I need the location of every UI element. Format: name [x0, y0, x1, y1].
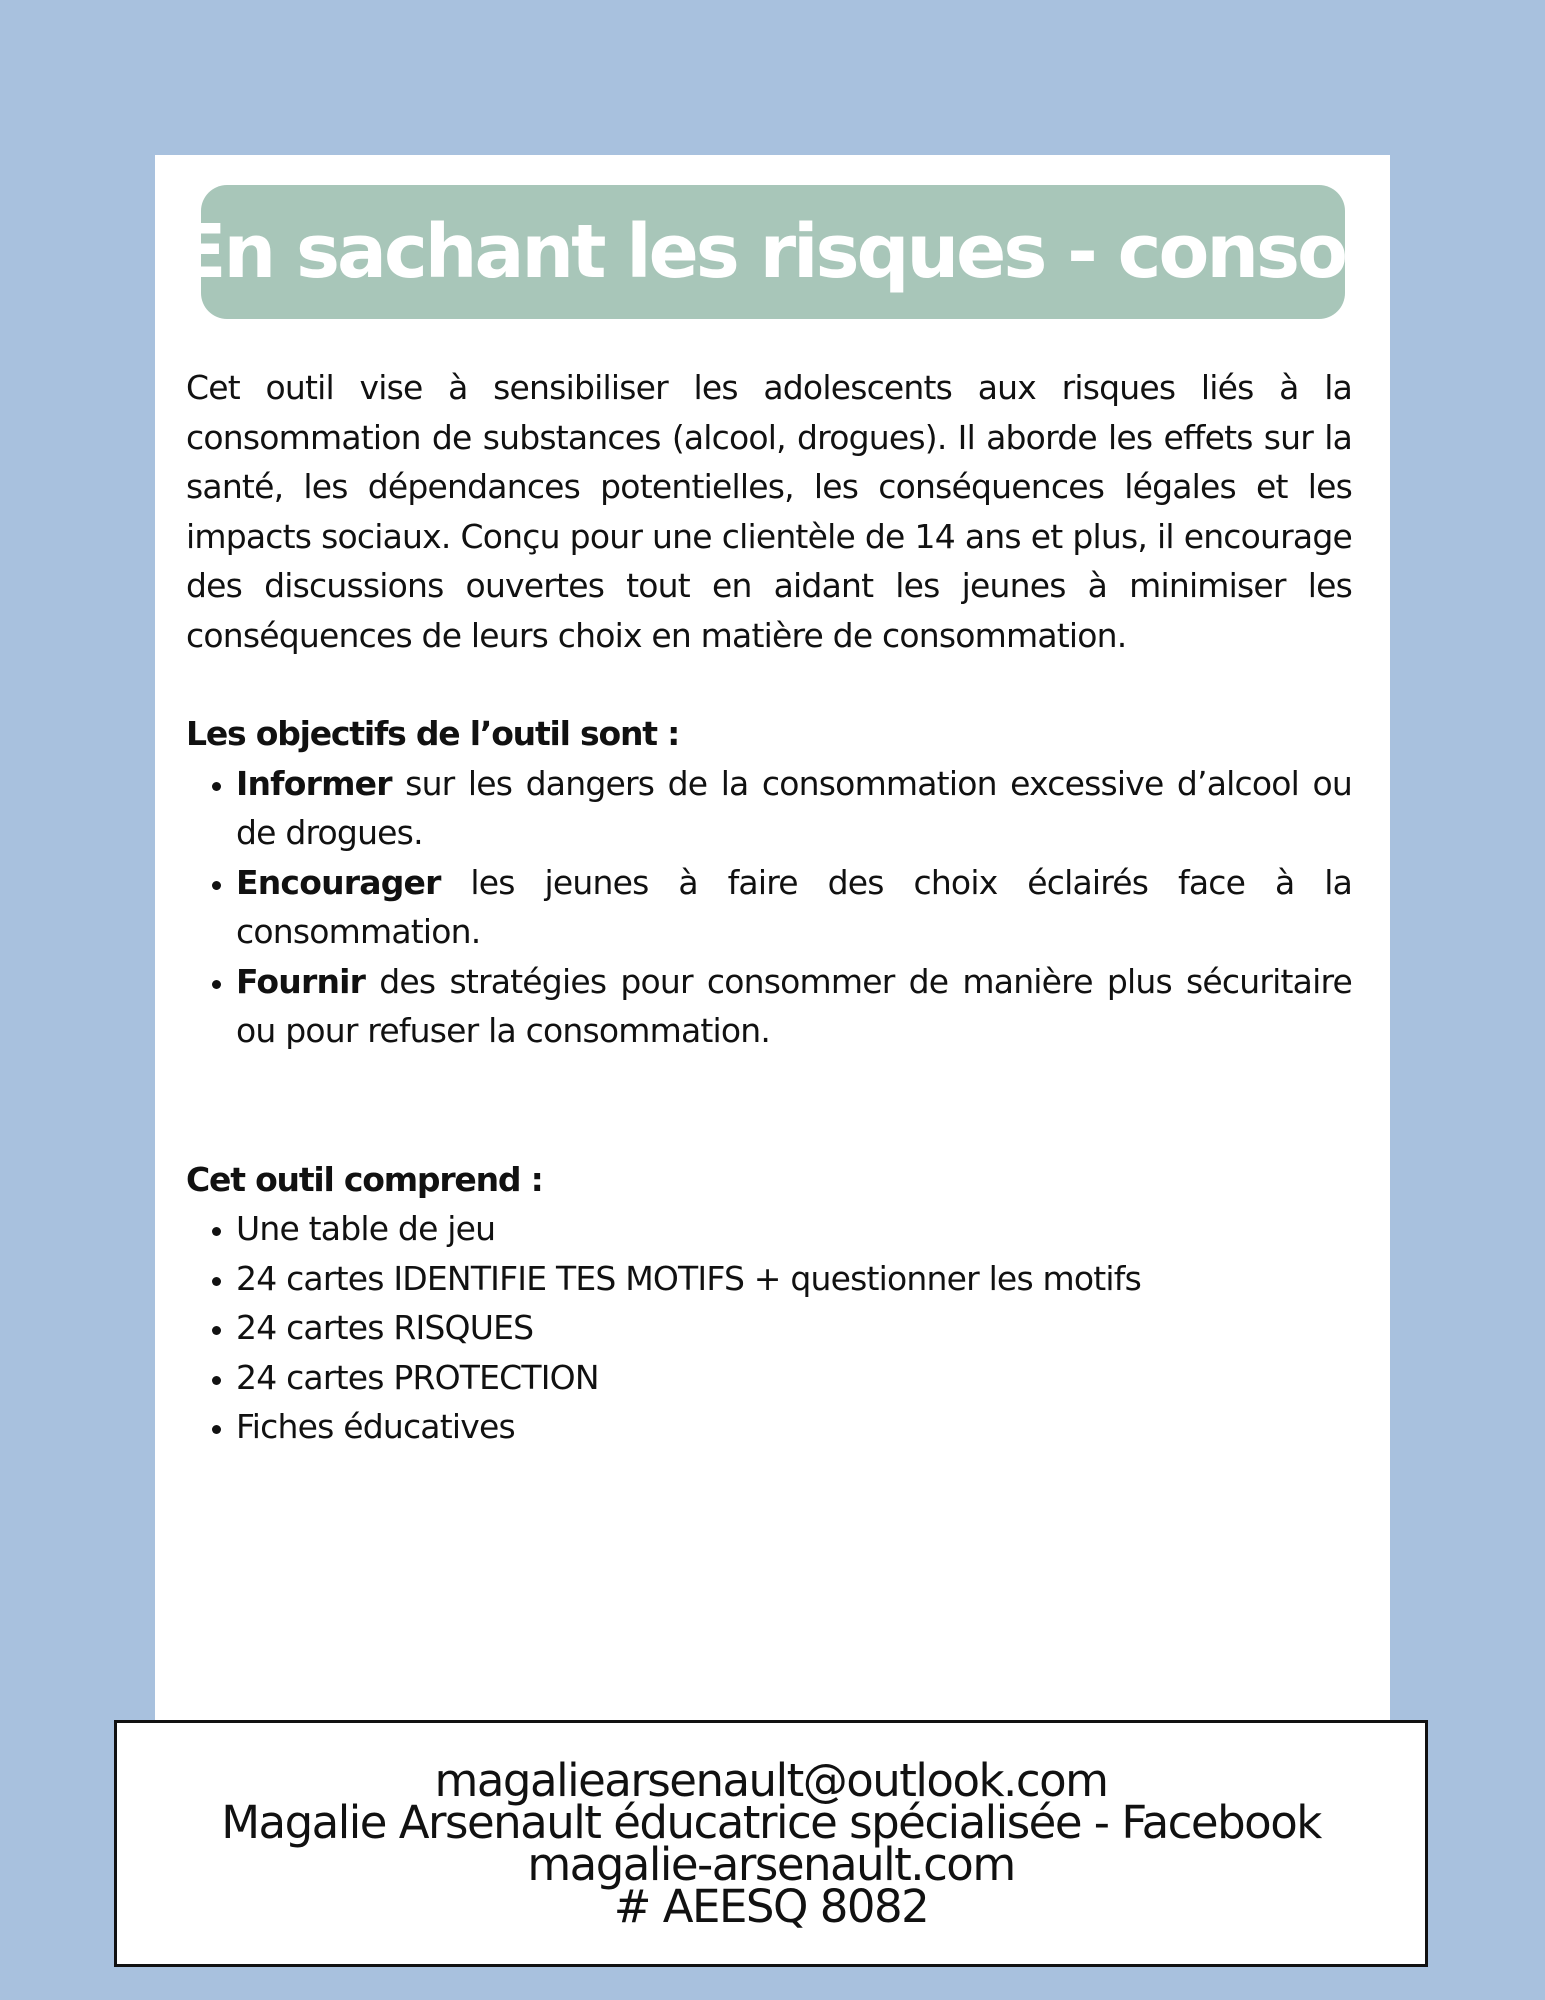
- contact-website[interactable]: magalie-arsenault.com: [527, 1837, 1015, 1891]
- document-body: [186, 363, 1352, 1452]
- objective-item: [236, 858, 1352, 957]
- objective-keyword: Encourager: [236, 862, 441, 902]
- contact-email[interactable]: magaliearsenault@outlook.com: [434, 1753, 1108, 1807]
- objective-text: des stratégies pour consommer de manière plus sécuritaire ou pour refuser la consommation.: [236, 961, 1352, 1050]
- contents-item: • 24 cartes PROTECTION: [236, 1353, 1352, 1403]
- objective-text: les jeunes à faire des choix éclairés face à la consommation.: [236, 862, 1352, 951]
- contents-item: • 24 cartes IDENTIFIE TES MOTIFS + questionner les motifs: [236, 1254, 1352, 1304]
- objective-keyword: Fournir: [236, 961, 366, 1001]
- contact-footer: [114, 1720, 1428, 1967]
- page-title: En sachant les risques - conso.: [175, 209, 1371, 295]
- objectives-list: [186, 759, 1352, 1056]
- title-banner: [175, 185, 1371, 319]
- contents-item: • Fiches éducatives: [236, 1402, 1352, 1452]
- contact-facebook[interactable]: Magalie Arsenault éducatrice spécialisée - Facebook: [221, 1795, 1321, 1849]
- objective-item: [236, 759, 1352, 858]
- contents-heading: Cet outil comprend :: [186, 1159, 543, 1199]
- contents-item: • 24 cartes RISQUES: [236, 1303, 1352, 1353]
- objectives-heading: Les objectifs de l’outil sont :: [186, 714, 680, 753]
- contents-list: [186, 1204, 1352, 1452]
- objective-keyword: Informer: [236, 763, 392, 803]
- member-id: # AEESQ 8082: [613, 1879, 929, 1933]
- objective-item: [236, 957, 1352, 1056]
- objective-text: sur les dangers de la consommation excessive d’alcool ou de drogues.: [236, 763, 1352, 852]
- contents-item: • Une table de jeu: [236, 1204, 1352, 1254]
- intro-paragraph: Cet outil vise à sensibiliser les adolescents aux risques liés à la consommation de substances (alcool, drogues). Il aborde les effets sur la santé, les dépendances potentielles, les conséquences légales et les impacts sociaux. Conçu pour une clientèle de 14 ans et plus, il encourage des discussions ouvertes tout en aidant les jeunes à minimiser les conséquences de leurs choix en matière de consommation.: [186, 368, 1352, 655]
- document-sheet: [155, 155, 1390, 1725]
